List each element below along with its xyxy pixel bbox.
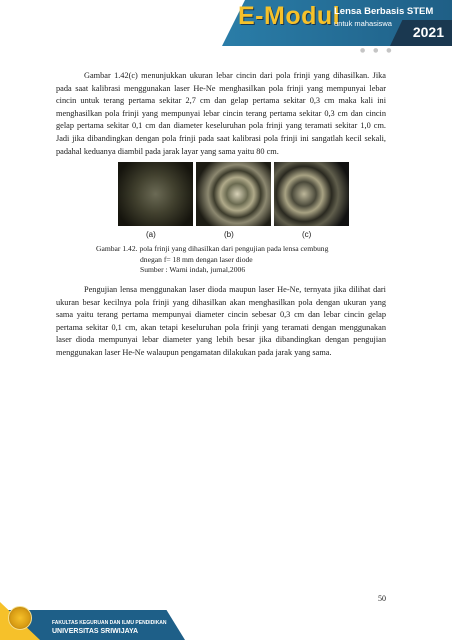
fringe-image-c <box>274 162 349 226</box>
paragraph-1: Gambar 1.42(c) menunjukkan ukuran lebar cincin dari pola frinji yang dihasilkan. Jika pada saat kalibrasi menggunakan laser He-Ne menghasilkan pola frinji yang mempunyai lebar cincin untuk terang pertama sekitar 2,7 cm dan gelap pertama sekitar 0,3 cm maka kali ini menghasilkan pola frinji yang mempunyai lebar cincin terang pertama sekitar 0,3 cm dan cincin gelap pertama sekitar 0,1 cm dan diameter keseluruhan pola frinji yang teramati sekitar 1,0 cm. Jadi jika dibandingkan dengan pola frinji pada saat kalibrasi pola frinji ini sangatlah kecil sekali, padahal keduanya diambil pada jarak layar yang sama yaitu 80 cm. <box>56 71 386 156</box>
footer-university: UNIVERSITAS SRIWIJAYA <box>52 628 139 635</box>
label-a: (a) <box>146 230 156 239</box>
decorative-dots: ● ● ● <box>360 47 395 54</box>
university-logo-icon <box>8 606 32 630</box>
label-c: (c) <box>302 230 312 239</box>
figure-fringe-patterns <box>118 162 350 226</box>
paragraph-2: Pengujian lensa menggunakan laser dioda maupun laser He-Ne, ternyata jika dilihat dari ukuran besar kecilnya pola frinji yang dihasilkan akan menghasilkan pola dengan ukuran yang sama yaitu terang pertama mempunyai diameter cincin sebesar 0,3 cm dan lebar cincin gelap pertama sekitar 0,1 cm, akan tetapi keseluruhan pola frinji yang teramati dengan menggunakan laser dioda mempunyai lebar diameter yang lebih besar jika dibandingkan dengan pengujian menggunakan laser He-Ne walaupun pengamatan dilakukan pada jarak yang sama. <box>56 285 386 357</box>
caption-line-1: Gambar 1.42. pola frinji yang dihasilkan dari pengujian pada lensa cembung <box>96 244 329 253</box>
fringe-image-a <box>118 162 193 226</box>
fringe-image-b <box>196 162 271 226</box>
page-number: 50 <box>378 594 386 603</box>
label-b: (b) <box>224 230 234 239</box>
footer-faculty: FAKULTAS KEGURUAN DAN ILMU PENDIDIKAN <box>52 620 167 626</box>
brand-title: E-Modul <box>238 2 341 30</box>
header-subtitle-2: untuk mahasiswa <box>334 19 392 28</box>
header-year: 2021 <box>412 24 444 40</box>
page-header <box>0 0 452 46</box>
caption-source: Sumber : Warni indah, jurnal,2006 <box>140 265 246 275</box>
header-subtitle: Lensa Berbasis STEM <box>334 6 434 17</box>
caption-line-2: dnegan f= 18 mm dengan laser diode <box>140 254 253 264</box>
figure-caption <box>96 244 396 276</box>
page-footer <box>0 610 452 640</box>
figure-labels <box>118 230 350 242</box>
